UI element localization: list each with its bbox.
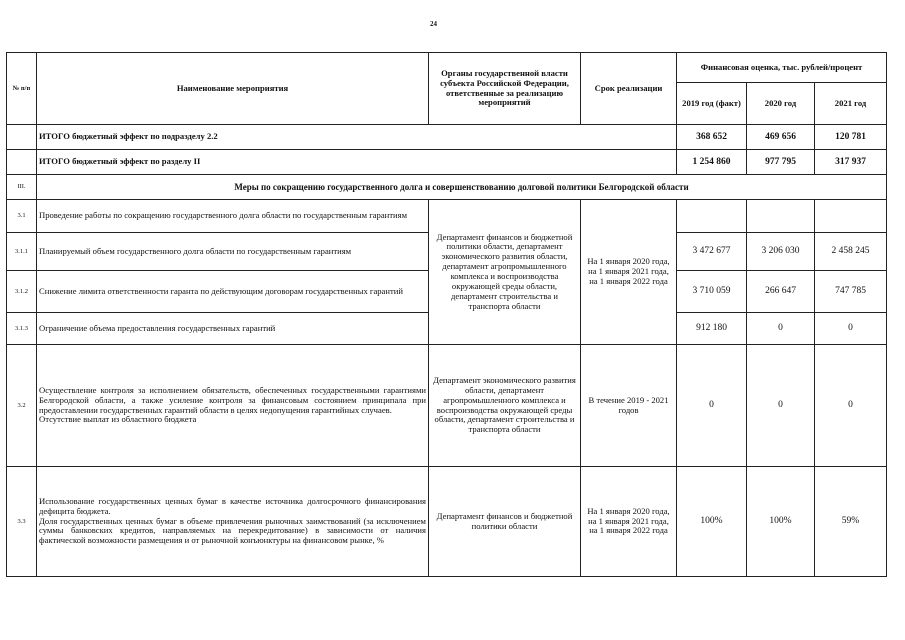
measure-name-part2: Отсутствие выплат из областного бюджета [39,414,197,425]
value-2020: 0 [747,313,815,345]
total-value-2020: 469 656 [747,125,815,150]
total-value-2021: 120 781 [815,125,887,150]
row-num: 3.3 [7,467,37,577]
header-financial-estimate: Финансовая оценка, тыс. рублей/процент [677,53,887,83]
measure-name-part2: Доля государственных ценных бумаг в объеме привлечения рыночных заимствований (за исключением суммы банковских кредитов, направляемых на перекредитование) в зависимости от наличия фактической возможности размещения и от рыночной конъюнктуры на финансовом рынке, % [39,515,426,546]
table-row [7,467,887,577]
measure-name: Снижение лимита ответственности гаранта по действующим договорам государственных гарантий [37,271,429,313]
value-2019: 0 [677,345,747,467]
table-row [7,200,887,233]
total-value-2020: 977 795 [747,150,815,175]
total-value-2019: 368 652 [677,125,747,150]
value-2021: 0 [815,313,887,345]
header-2019: 2019 год (факт) [677,83,747,125]
value-2020: 100% [747,467,815,577]
header-num: № п/п [7,53,37,125]
value-2019: 3 472 677 [677,233,747,271]
row-num: 3.1.1 [7,233,37,271]
value-2021: 747 785 [815,271,887,313]
header-term: Срок реализации [581,53,677,125]
row-num: 3.1 [7,200,37,233]
header-2021: 2021 год [815,83,887,125]
measure-name: Ограничение объема предоставления государственных гарантий [37,313,429,345]
responsible-org: Департамент финансов и бюджетной политики области, департамент экономического развития области, департамент агропромышленного комплекса и воспроизводства окружающей среды области, департамент строительства и транспорта области [429,200,581,345]
measure-name-part1: Использование государственных ценных бумаг в качестве источника долгосрочного финансирования дефицита бюджета. [39,495,426,516]
total-value-2021: 317 937 [815,150,887,175]
total-row-subsection [7,125,887,150]
section-title: Меры по сокращению государственного долга и совершенствованию долговой политики Белгородской области [37,175,887,200]
measure-name [37,345,429,467]
measure-name-part1: Осуществление контроля за исполнением обязательств, обеспеченных государственными гарантиями Белгородской области, а также усиление контроля за финансовым состоянием принципала при предоставлении государственных гарантий области в целях недопущения гарантийных случаев. [39,384,426,415]
page-number: 24 [430,20,437,28]
section-row [7,175,887,200]
row-num: 3.2 [7,345,37,467]
measures-table [6,52,887,577]
implementation-term: На 1 января 2020 года, на 1 января 2021 года, на 1 января 2022 года [581,467,677,577]
table-row [7,345,887,467]
value-2019: 3 710 059 [677,271,747,313]
measure-name: Планируемый объем государственного долга области по государственным гарантиям [37,233,429,271]
value-2020: 3 206 030 [747,233,815,271]
total-label: ИТОГО бюджетный эффект по разделу II [37,150,677,175]
header-org: Органы государственной власти субъекта Российской Федерации, ответственные за реализацию мероприятий [429,53,581,125]
total-row-section [7,150,887,175]
header-2020: 2020 год [747,83,815,125]
value-2020: 0 [747,345,815,467]
value-2021: 59% [815,467,887,577]
total-label: ИТОГО бюджетный эффект по подразделу 2.2 [37,125,677,150]
value-2019: 100% [677,467,747,577]
measure-name [37,467,429,577]
value-2019: 912 180 [677,313,747,345]
implementation-term: В течение 2019 - 2021 годов [581,345,677,467]
value-2020: 266 647 [747,271,815,313]
row-num: 3.1.2 [7,271,37,313]
value-2021: 0 [815,345,887,467]
value-2021: 2 458 245 [815,233,887,271]
section-num: III. [7,175,37,200]
header-name: Наименование мероприятия [37,53,429,125]
implementation-term: На 1 января 2020 года, на 1 января 2021 года, на 1 января 2022 года [581,200,677,345]
row-num: 3.1.3 [7,313,37,345]
measure-name: Проведение работы по сокращению государственного долга области по государственным гарантиям [37,200,429,233]
total-value-2019: 1 254 860 [677,150,747,175]
responsible-org: Департамент экономического развития области, департамент агропромышленного комплекса и воспроизводства окружающей среды области, департамент строительства и транспорта области [429,345,581,467]
responsible-org: Департамент финансов и бюджетной политики области [429,467,581,577]
